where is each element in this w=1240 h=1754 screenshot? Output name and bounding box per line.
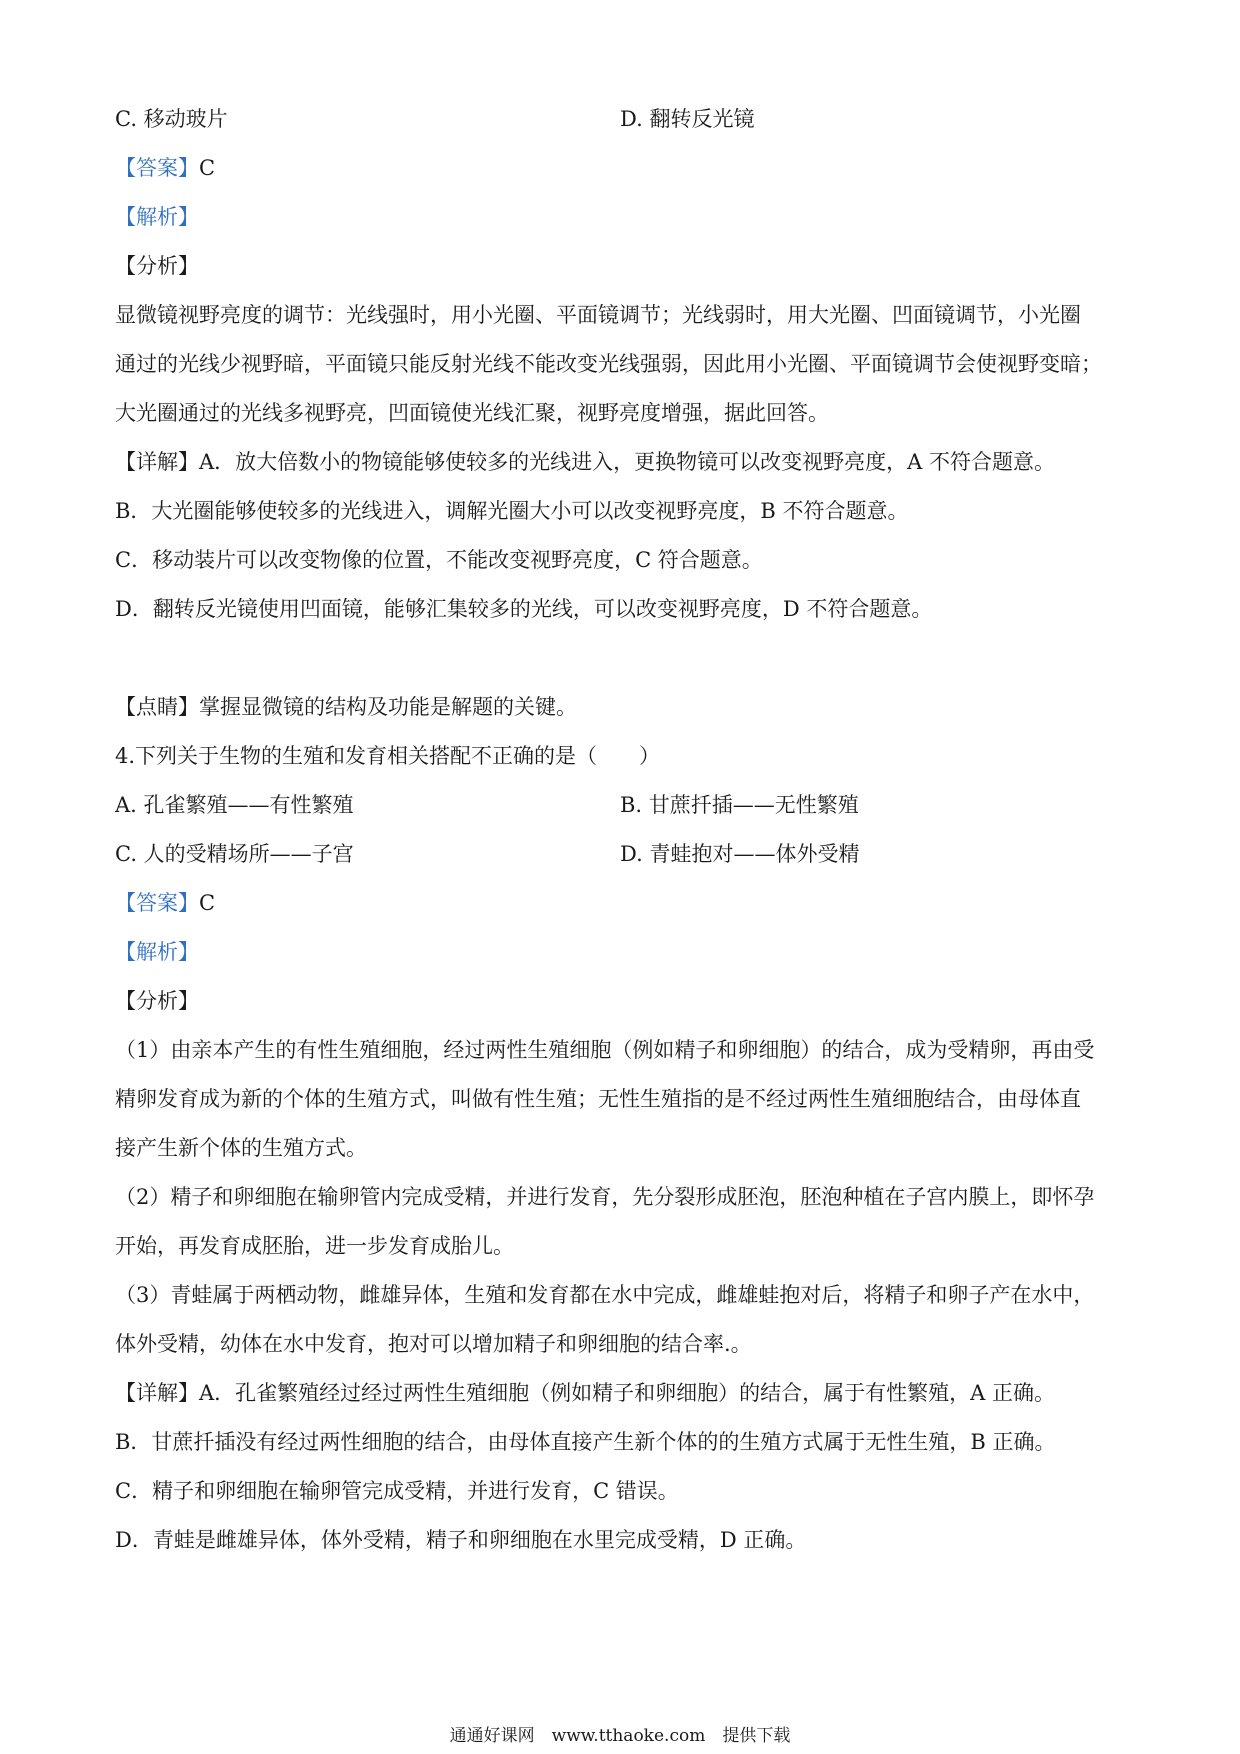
q4-option-d: D. 青蛙抱对——体外受精 bbox=[620, 842, 860, 866]
q4-detail-line: B．甘蔗扦插没有经过两性细胞的结合，由母体直接产生新个体的的生殖方式属于无性生殖，B 正确。 bbox=[115, 1430, 1056, 1454]
q3-option-c: C. 移动玻片 bbox=[115, 107, 228, 131]
q4-answer bbox=[115, 888, 1135, 918]
detail-tag: 【详解】 bbox=[115, 1381, 199, 1405]
q3-fenxi-tag: 【分析】 bbox=[115, 254, 199, 278]
q4-fenxi-line: （2）精子和卵细胞在输卵管内完成受精，并进行发育，先分裂形成胚泡，胚泡种植在子宫内膜上，即怀孕 bbox=[115, 1185, 1095, 1209]
q3-detail-first bbox=[115, 447, 1135, 477]
q3-detail-line: B．大光圈能够使较多的光线进入，调解光圈大小可以改变视野亮度，B 不符合题意。 bbox=[115, 499, 909, 523]
q4-option-a: A. 孔雀繁殖——有性繁殖 bbox=[115, 793, 354, 817]
answer-tag: 【答案】 bbox=[115, 156, 199, 180]
q3-fenxi-line: 显微镜视野亮度的调节：光线强时，用小光圈、平面镜调节；光线弱时，用大光圈、凹面镜调节，小光圈 bbox=[115, 303, 1081, 327]
detail-text: A．孔雀繁殖经过经过两性生殖细胞（例如精子和卵细胞）的结合，属于有性繁殖，A 正确。 bbox=[199, 1381, 1056, 1405]
answer-tag: 【答案】 bbox=[115, 891, 199, 915]
q4-analysis-tag: 【解析】 bbox=[115, 940, 199, 964]
q3-fenxi-line: 通过的光线少视野暗，平面镜只能反射光线不能改变光线强弱，因此用小光圈、平面镜调节会使视野变暗； bbox=[115, 352, 1102, 376]
q3-answer bbox=[115, 153, 1135, 183]
q4-fenxi-line: 精卵发育成为新的个体的生殖方式，叫做有性生殖；无性生殖指的是不经过两性生殖细胞结合，由母体直 bbox=[115, 1087, 1081, 1111]
q4-option-b: B. 甘蔗扦插——无性繁殖 bbox=[620, 793, 859, 817]
page-footer: 通通好课网 www.tthaoke.com 提供下载 bbox=[449, 1726, 791, 1746]
q4-fenxi-line: （1）由亲本产生的有性生殖细胞，经过两性生殖细胞（例如精子和卵细胞）的结合，成为受精卵，再由受 bbox=[115, 1038, 1095, 1062]
q4-detail-line: C．精子和卵细胞在输卵管完成受精，并进行发育，C 错误。 bbox=[115, 1479, 679, 1503]
q4-fenxi-line: 接产生新个体的生殖方式。 bbox=[115, 1136, 367, 1160]
q3-analysis-tag: 【解析】 bbox=[115, 205, 199, 229]
q4-detail-line: D．青蛙是雌雄异体，体外受精，精子和卵细胞在水里完成受精，D 正确。 bbox=[115, 1528, 807, 1552]
q3-detail-line: C．移动装片可以改变物像的位置，不能改变视野亮度，C 符合题意。 bbox=[115, 548, 763, 572]
detail-text: A．放大倍数小的物镜能够使较多的光线进入，更换物镜可以改变视野亮度，A 不符合题意。 bbox=[199, 450, 1056, 474]
q4-fenxi-line: （3）青蛙属于两栖动物，雌雄异体，生殖和发育都在水中完成，雌雄蛙抱对后，将精子和卵子产在水中， bbox=[115, 1283, 1095, 1307]
q4-stem: 4.下列关于生物的生殖和发育相关搭配不正确的是（ ） bbox=[115, 744, 661, 768]
q4-fenxi-line: 体外受精，幼体在水中发育，抱对可以增加精子和卵细胞的结合率.。 bbox=[115, 1332, 752, 1356]
q4-fenxi-tag: 【分析】 bbox=[115, 989, 199, 1013]
answer-value: C bbox=[199, 891, 216, 915]
q3-dianjing bbox=[115, 692, 1135, 722]
q3-detail-line: D．翻转反光镜使用凹面镜，能够汇集较多的光线，可以改变视野亮度，D 不符合题意。 bbox=[115, 597, 933, 621]
dianjing-text: 掌握显微镜的结构及功能是解题的关键。 bbox=[199, 695, 577, 719]
q3-fenxi-line: 大光圈通过的光线多视野亮，凹面镜使光线汇聚，视野亮度增强，据此回答。 bbox=[115, 401, 829, 425]
q4-fenxi-line: 开始，再发育成胚胎，进一步发育成胎儿。 bbox=[115, 1234, 514, 1258]
q3-option-d: D. 翻转反光镜 bbox=[620, 107, 755, 131]
detail-tag: 【详解】 bbox=[115, 450, 199, 474]
q4-detail-first bbox=[115, 1378, 1135, 1408]
q4-option-c: C. 人的受精场所——子宫 bbox=[115, 842, 354, 866]
dianjing-tag: 【点睛】 bbox=[115, 695, 199, 719]
answer-value: C bbox=[199, 156, 216, 180]
